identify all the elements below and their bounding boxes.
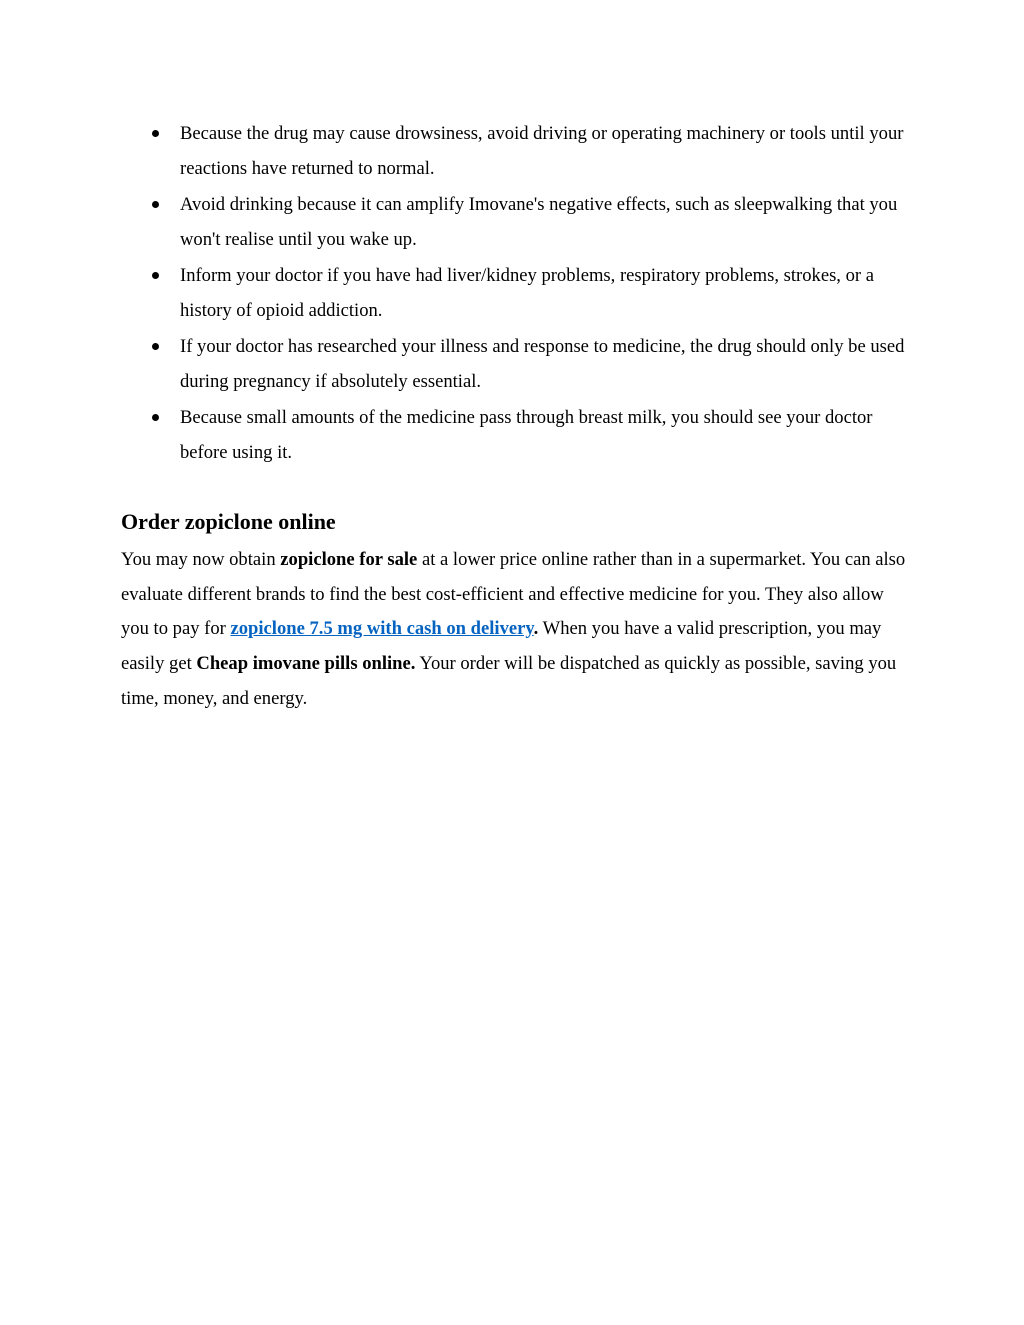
list-item <box>180 258 910 328</box>
bullet-icon <box>152 201 159 208</box>
bold-phrase-zopiclone-for-sale: zopiclone for sale <box>280 549 418 570</box>
zopiclone-cod-link[interactable]: zopiclone 7.5 mg with cash on delivery <box>230 618 534 640</box>
bold-phrase-cheap-imovane: Cheap imovane pills online. <box>196 653 416 675</box>
list-item <box>180 116 910 186</box>
bullet-icon <box>152 130 159 137</box>
list-item-text: If your doctor has researched your illness and response to medicine, the drug should only be used during pregnancy if absolutely essential. <box>180 336 905 392</box>
section-heading: Order zopiclone online <box>121 509 336 534</box>
list-item-text: Inform your doctor if you have had liver/kidney problems, respiratory problems, strokes, or a history of opioid addiction. <box>180 265 874 321</box>
list-item-text: Avoid drinking because it can amplify Imovane's negative effects, such as sleepwalking that you won't realise until you wake up. <box>180 194 898 250</box>
body-paragraph <box>121 543 911 717</box>
list-item-text: Because the drug may cause drowsiness, avoid driving or operating machinery or tools until your reactions have returned to normal. <box>180 123 904 179</box>
bullet-icon <box>152 343 159 350</box>
paragraph-text: Your order will be dispatched as quickly as possible, saving you time, money, and energy. <box>121 653 897 709</box>
list-item <box>180 400 910 470</box>
paragraph-text: at a lower price online rather than in a supermarket. You can also evaluate different brands to find the best cost-efficient and effective medicine for you. They also allow you to pay for <box>121 549 906 640</box>
list-item <box>180 329 910 399</box>
paragraph-text: You may now obtain <box>121 549 281 570</box>
bold-period: . <box>533 618 539 640</box>
bullet-icon <box>152 272 159 279</box>
list-item <box>180 187 910 257</box>
bullet-icon <box>152 414 159 421</box>
precautions-list <box>180 116 910 471</box>
list-item-text: Because small amounts of the medicine pass through breast milk, you should see your doctor before using it. <box>180 407 873 463</box>
paragraph-text: When you have a valid prescription, you may easily get <box>121 618 882 675</box>
